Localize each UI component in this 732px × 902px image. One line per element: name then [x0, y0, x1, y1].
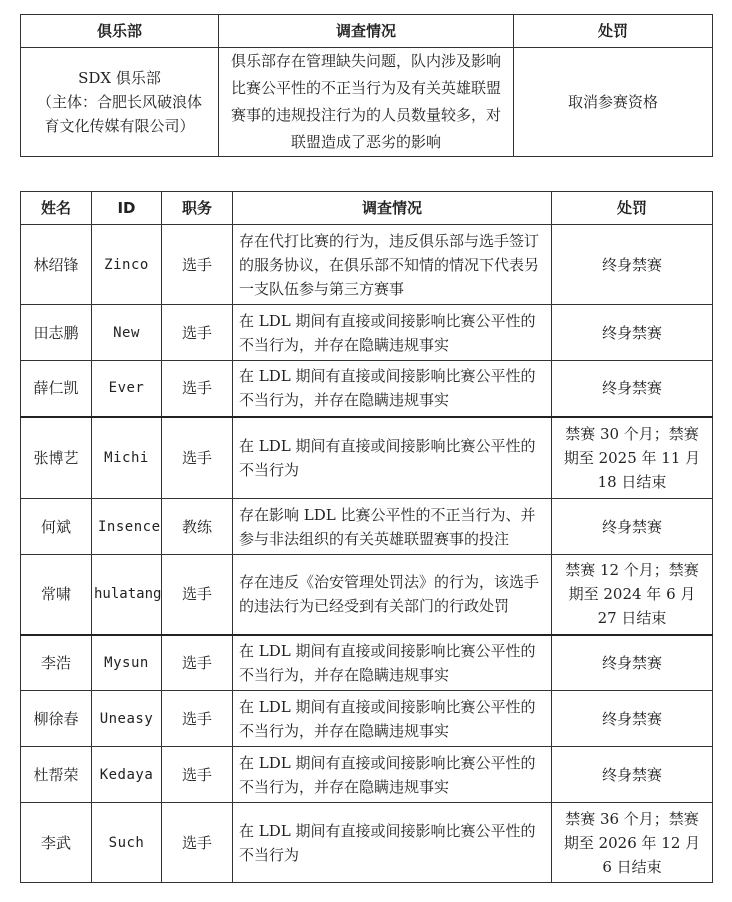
- header-name: 姓名: [21, 192, 92, 225]
- header-penalty: 处罚: [552, 192, 713, 225]
- player-penalty: 终身禁赛: [552, 691, 713, 747]
- player-id: Kedaya: [92, 747, 162, 803]
- player-role: 选手: [162, 225, 233, 305]
- club-row: [21, 48, 713, 157]
- player-name: 常啸: [21, 555, 92, 635]
- player-role: 选手: [162, 691, 233, 747]
- player-penalty: 终身禁赛: [552, 499, 713, 555]
- table-row: [21, 803, 713, 883]
- table-row: [21, 691, 713, 747]
- player-id: Michi: [92, 417, 162, 499]
- table-row: [21, 747, 713, 803]
- player-role: 选手: [162, 305, 233, 361]
- player-name: 田志鹏: [21, 305, 92, 361]
- player-role: 选手: [162, 361, 233, 417]
- player-role: 教练: [162, 499, 233, 555]
- player-name: 杜帮荣: [21, 747, 92, 803]
- player-name: 何斌: [21, 499, 92, 555]
- club-penalty: 取消参赛资格: [514, 48, 713, 157]
- header-id: ID: [92, 192, 162, 225]
- player-role: 选手: [162, 555, 233, 635]
- player-id: Mysun: [92, 635, 162, 691]
- player-penalty: 终身禁赛: [552, 225, 713, 305]
- player-investigation: 在 LDL 期间有直接或间接影响比赛公平性的不当行为，并存在隐瞒违规事实: [233, 747, 552, 803]
- player-penalty: 禁赛 30 个月；禁赛期至 2025 年 11 月 18 日结束: [552, 417, 713, 499]
- table-row: [21, 305, 713, 361]
- player-role: 选手: [162, 417, 233, 499]
- player-name: 张博艺: [21, 417, 92, 499]
- header-penalty: 处罚: [514, 15, 713, 48]
- player-investigation: 在 LDL 期间有直接或间接影响比赛公平性的不当行为，并存在隐瞒违规事实: [233, 635, 552, 691]
- player-name: 薛仁凯: [21, 361, 92, 417]
- player-penalty: 禁赛 36 个月；禁赛期至 2026 年 12 月 6 日结束: [552, 803, 713, 883]
- player-id: Zinco: [92, 225, 162, 305]
- player-role: 选手: [162, 747, 233, 803]
- player-name: 李浩: [21, 635, 92, 691]
- player-penalty-table: [20, 191, 713, 883]
- club-entity-line-2: 育文化传媒有限公司）: [44, 117, 195, 135]
- table-row: [21, 635, 713, 691]
- club-table-header-row: [21, 15, 713, 48]
- player-investigation: 在 LDL 期间有直接或间接影响比赛公平性的不当行为，并存在隐瞒违规事实: [233, 691, 552, 747]
- club-investigation: 俱乐部存在管理缺失问题，队内涉及影响比赛公平性的不正当行为及有关英雄联盟赛事的违规投注行为的人员数量较多，对联盟造成了恶劣的影响: [219, 48, 514, 157]
- club-penalty-table: [20, 14, 713, 157]
- player-role: 选手: [162, 635, 233, 691]
- club-name: SDX 俱乐部: [78, 69, 161, 87]
- player-id: New: [92, 305, 162, 361]
- header-investigation: 调查情况: [219, 15, 514, 48]
- header-club: 俱乐部: [21, 15, 219, 48]
- player-id: Such: [92, 803, 162, 883]
- player-penalty: 终身禁赛: [552, 361, 713, 417]
- header-investigation: 调查情况: [233, 192, 552, 225]
- player-id: Insence: [92, 499, 162, 555]
- table-row: [21, 555, 713, 635]
- player-id: Uneasy: [92, 691, 162, 747]
- club-name-cell: [21, 48, 219, 157]
- player-penalty: 终身禁赛: [552, 305, 713, 361]
- player-penalty: 禁赛 12 个月；禁赛期至 2024 年 6 月 27 日结束: [552, 555, 713, 635]
- player-table-header-row: [21, 192, 713, 225]
- table-row: [21, 361, 713, 417]
- player-name: 柳徐春: [21, 691, 92, 747]
- player-penalty: 终身禁赛: [552, 747, 713, 803]
- player-investigation: 存在代打比赛的行为，违反俱乐部与选手签订的服务协议，在俱乐部不知情的情况下代表另一支队伍参与第三方赛事: [233, 225, 552, 305]
- player-role: 选手: [162, 803, 233, 883]
- player-id: hulatang: [92, 555, 162, 635]
- header-role: 职务: [162, 192, 233, 225]
- player-investigation: 在 LDL 期间有直接或间接影响比赛公平性的不当行为，并存在隐瞒违规事实: [233, 361, 552, 417]
- player-investigation: 在 LDL 期间有直接或间接影响比赛公平性的不当行为: [233, 803, 552, 883]
- player-investigation: 存在违反《治安管理处罚法》的行为，该选手的违法行为已经受到有关部门的行政处罚: [233, 555, 552, 635]
- player-investigation: 在 LDL 期间有直接或间接影响比赛公平性的不当行为，并存在隐瞒违规事实: [233, 305, 552, 361]
- player-investigation: 在 LDL 期间有直接或间接影响比赛公平性的不当行为: [233, 417, 552, 499]
- table-row: [21, 499, 713, 555]
- club-entity-line-1: （主体：合肥长风破浪体: [36, 93, 202, 111]
- player-penalty: 终身禁赛: [552, 635, 713, 691]
- player-id: Ever: [92, 361, 162, 417]
- player-investigation: 存在影响 LDL 比赛公平性的不正当行为、并参与非法组织的有关英雄联盟赛事的投注: [233, 499, 552, 555]
- table-row: [21, 417, 713, 499]
- player-name: 李武: [21, 803, 92, 883]
- player-name: 林绍锋: [21, 225, 92, 305]
- table-row: [21, 225, 713, 305]
